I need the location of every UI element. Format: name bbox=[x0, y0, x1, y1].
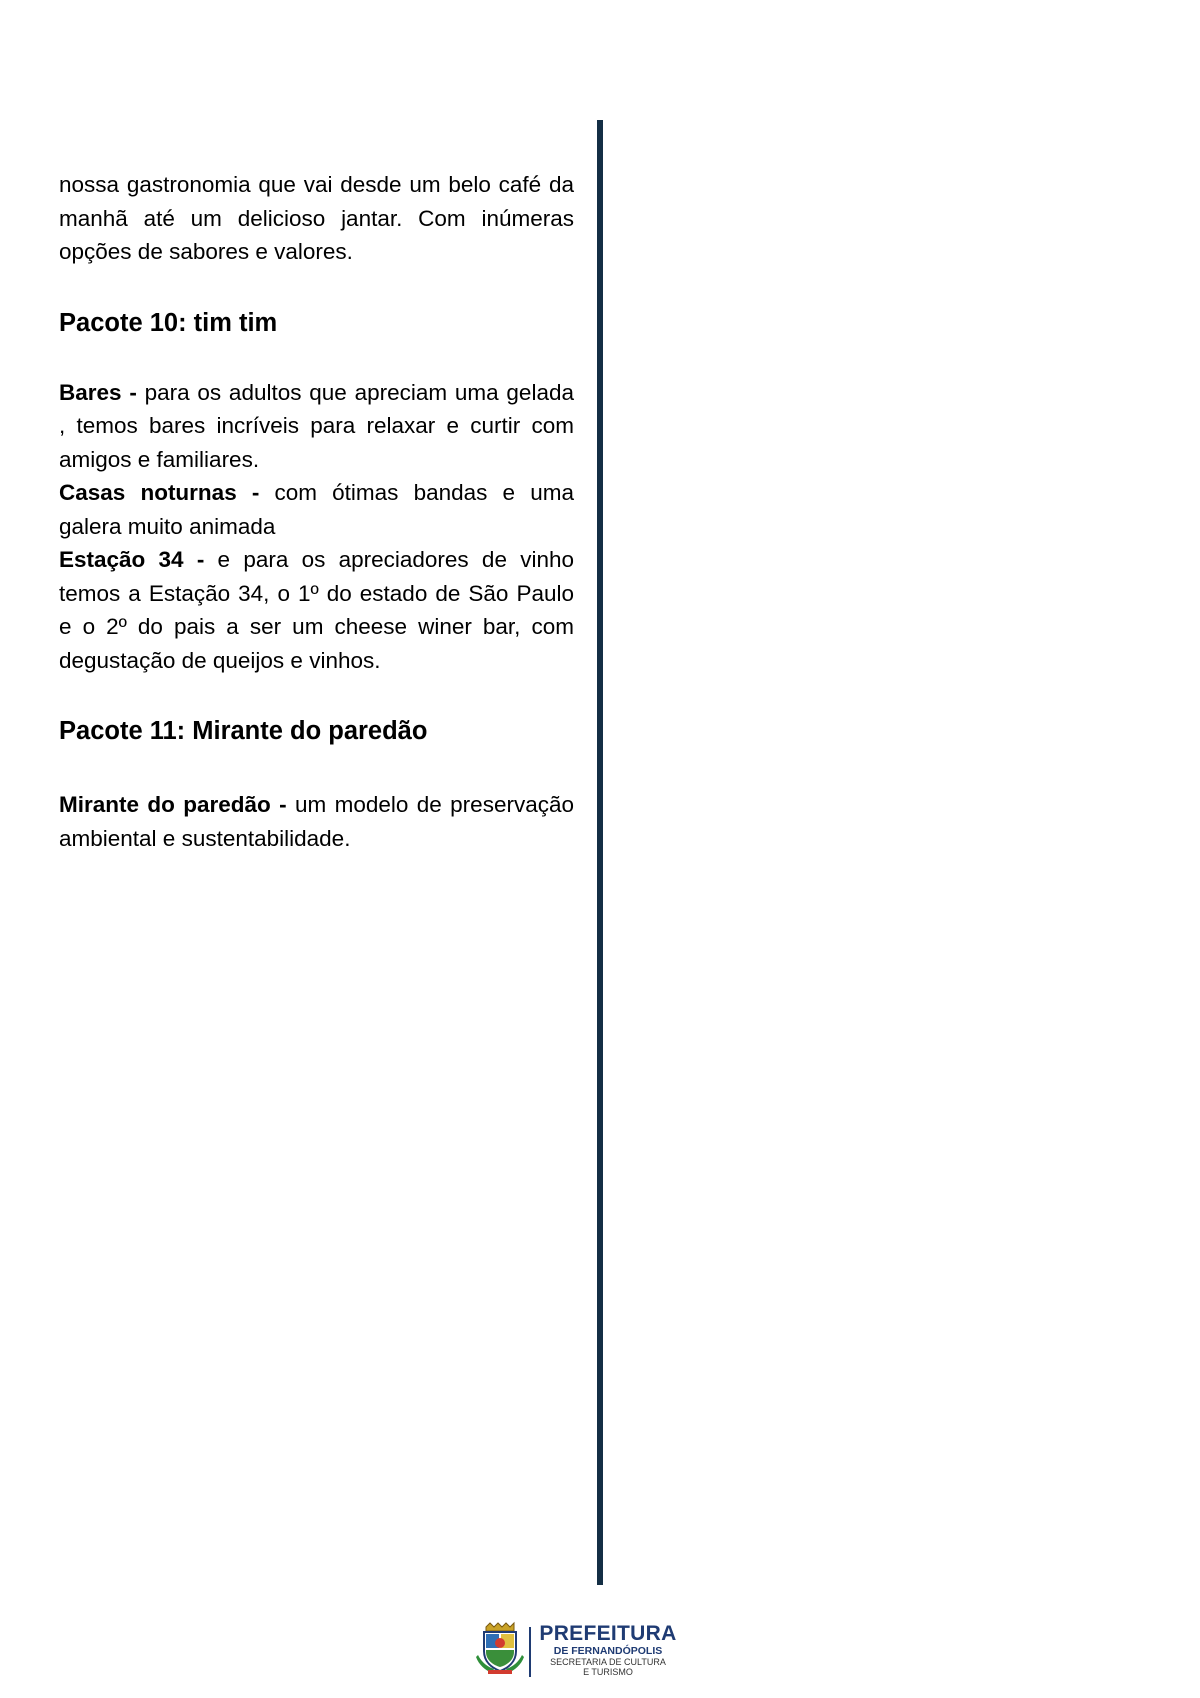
prefeitura-logo bbox=[476, 1621, 676, 1685]
logo-separator bbox=[529, 1627, 531, 1677]
intro-paragraph: nossa gastronomia que vai desde um belo café da manhã até um delicioso jantar. Com inúmeras opções de sabores e valores. bbox=[59, 172, 574, 264]
casas-noturnas-label: Casas noturnas - bbox=[59, 480, 260, 505]
mirante-paragraph bbox=[59, 788, 574, 855]
municipal-crest-icon bbox=[476, 1621, 524, 1675]
mirante-text: um modelo de preservação ambiental e sustentabilidade. bbox=[59, 792, 574, 851]
logo-line-city: DE FERNANDÓPOLIS bbox=[553, 1645, 663, 1657]
section-heading-pacote-11: Pacote 11: Mirante do paredão bbox=[59, 717, 428, 745]
casas-noturnas-text: com ótimas bandas e uma galera muito animada bbox=[59, 480, 574, 539]
logo-line-prefeitura: PREFEITURA bbox=[539, 1622, 677, 1645]
bares-label: Bares - bbox=[59, 379, 137, 405]
content-column bbox=[59, 168, 574, 855]
logo-text-block bbox=[538, 1623, 678, 1677]
estacao-34-text: e para os apreciadores de vinho temos a Estação 34, o 1º do estado de São Paulo e o 2º do pais a ser um cheese winer bar, com degustação de queijos e vinhos. bbox=[59, 547, 574, 673]
logo-line-turismo: E TURISMO bbox=[583, 1667, 633, 1677]
mirante-label: Mirante do paredão - bbox=[59, 792, 287, 817]
bares-text: para os adultos que apreciam uma gelada , temos bares incríveis para relaxar e curtir com amigos e familiares. bbox=[59, 379, 574, 472]
section-heading-pacote-10: Pacote 10: tim tim bbox=[59, 308, 278, 337]
bares-paragraph bbox=[59, 376, 574, 477]
estacao-34-label: Estação 34 - bbox=[59, 547, 205, 572]
vertical-divider bbox=[597, 120, 603, 1585]
estacao-34-paragraph bbox=[59, 543, 574, 677]
casas-noturnas-paragraph bbox=[59, 476, 574, 543]
logo-line-secretaria: SECRETARIA DE CULTURA bbox=[550, 1657, 666, 1667]
